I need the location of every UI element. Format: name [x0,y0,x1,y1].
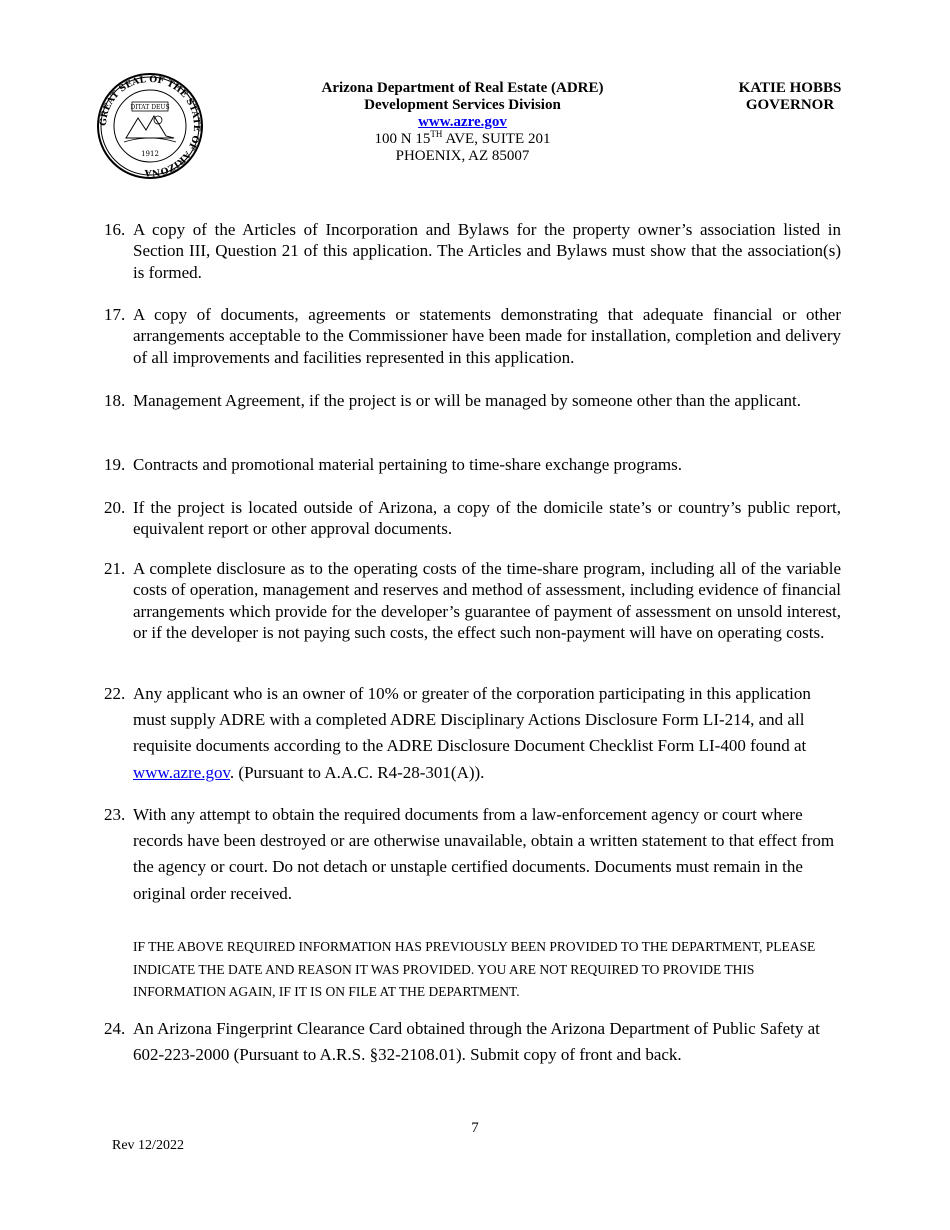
address-number: 100 N 15 [374,131,431,147]
list-item [104,1016,841,1068]
item-number: 17. [104,305,126,324]
item-text: If the project is located outside of Arizona, a copy of the domicile state’s or country’s public report, equivalent report or other approval documents. [133,498,841,539]
division-name: Development Services Division [364,97,561,113]
item-text: With any attempt to obtain the required documents from a law-enforcement agency or court where records have been destroyed or are otherwise unavailable, obtain a written statement to that effect from the agency or court. Do not detach or unstaple certified documents. Documents must remain in the original order received. [133,805,835,903]
list-item [104,681,841,786]
city-address: PHOENIX, AZ 85007 [395,148,530,164]
street-address [280,131,645,148]
address-ordinal: TH [430,129,443,139]
seal-motto: DITAT DEUS [130,104,170,111]
governor-title: GOVERNOR [745,97,835,113]
list-item [104,390,841,411]
item-number: 20. [104,498,126,517]
list-item [104,802,841,907]
governor-name: KATIE HOBBS [738,80,842,96]
item-text-part: Any applicant who is an owner of 10% or greater of the corporation participating in this application must supply ADRE with a completed ADRE Disciplinary Actions Disclosure Form LI-214, and all requisite documents according to the ADRE Disclosure Document Checklist Form LI-400 found at [133,684,811,756]
item-text [133,681,841,786]
seal-ring-text: GREAT SEAL OF THE STATE OF ARIZONA [98,74,202,178]
list-item [104,497,841,540]
page-number: 7 [471,1120,479,1136]
item-text-part: . (Pursuant to A.A.C. R4-28-301(A)). [229,762,485,782]
item-number: 21. [104,559,126,578]
item-text: A copy of the Articles of Incorporation and Bylaws for the property owner’s association listed in Section III, Question 21 of this application. The Articles and Bylaws must show that the association(s) is formed. [133,220,841,282]
state-seal-logo [96,72,204,180]
item-number: 22. [104,684,126,703]
item-number: 16. [104,220,126,239]
item-text: A copy of documents, agreements or statements demonstrating that adequate financial or other arrangements acceptable to the Commissioner have been made for installation, completion and delivery of all improvements and facilities represented in this application. [133,305,841,367]
item-number: 24. [104,1019,126,1038]
item-number: 19. [104,455,126,474]
list-item [104,454,841,475]
list-item [104,558,841,644]
website-link[interactable]: www.azre.gov [133,762,230,782]
revision-date: Rev 12/2022 [112,1138,184,1153]
address-street: AVE, SUITE 201 [442,131,551,147]
item-number: 18. [104,391,126,410]
notice-text: IF THE ABOVE REQUIRED INFORMATION HAS PREVIOUSLY BEEN PROVIDED TO THE DEPARTMENT, PLEASE INDICATE THE DATE AND REASON IT WAS PROVIDED. YOU ARE NOT REQUIRED TO PROVIDE THIS INFORMATION AGAIN, IF IT IS ON FILE AT THE DEPARTMENT. [133,939,816,999]
seal-year: 1912 [141,150,159,158]
item-text: Contracts and promotional material pertaining to time-share exchange programs. [133,455,683,474]
letterhead [280,80,645,165]
item-text: A complete disclosure as to the operating costs of the time-share program, including all of the variable costs of operation, management and reserves and method of assessment, including evidence of financial arrangements which provide for the developer’s guarantee of payment of assessment on unsold interest, or if the developer is not paying such costs, the effect such non-payment will have on operating costs. [133,559,841,643]
list-item [104,219,841,283]
item-text: Management Agreement, if the project is or will be managed by someone other than the applicant. [133,391,801,410]
item-number: 23. [104,805,126,824]
list-item [104,304,841,368]
item-text: An Arizona Fingerprint Clearance Card obtained through the Arizona Department of Public Safety at 602-223-2000 (Pursuant to A.R.S. §32-2108.01). Submit copy of front and back. [133,1019,820,1065]
website-link[interactable]: www.azre.gov [418,114,507,130]
agency-name: Arizona Department of Real Estate (ADRE) [321,80,604,96]
governor-block [720,80,860,114]
